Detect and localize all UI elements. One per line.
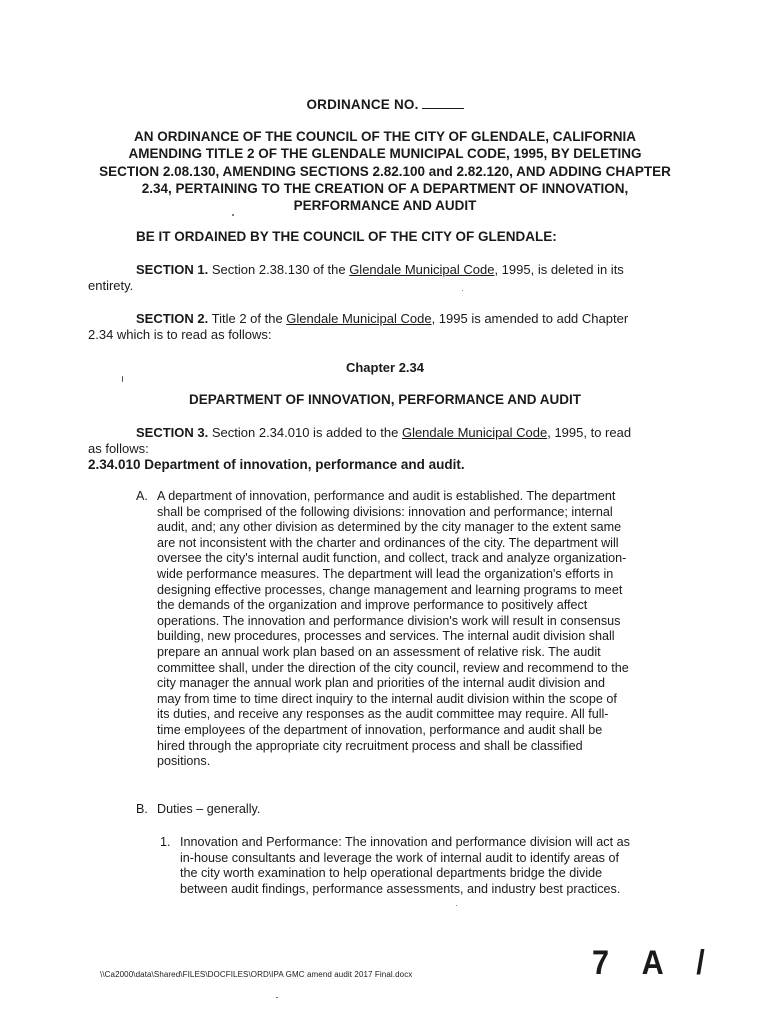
heading-line: SECTION 2.08.130, AMENDING SECTIONS 2.82.100 and 2.82.120, AND ADDING CHAPTER xyxy=(99,163,671,179)
heading-line: PERFORMANCE AND AUDIT xyxy=(293,198,477,214)
scan-speck xyxy=(456,905,457,906)
ordained-clause: BE IT ORDAINED BY THE COUNCIL OF THE CITY OF GLENDALE: xyxy=(136,229,557,244)
heading-line: 2.34, PERTAINING TO THE CREATION OF A DEPARTMENT OF INNOVATION, xyxy=(141,180,629,196)
heading-line: AN ORDINANCE OF THE COUNCIL OF THE CITY OF GLENDALE, CALIFORNIA xyxy=(134,129,636,144)
item-marker: B. xyxy=(136,802,148,816)
section-2-label: SECTION 2. xyxy=(136,311,209,326)
item-b-body: Duties – generally. xyxy=(157,802,261,816)
subsection-title: 2.34.010 Department of innovation, performance and audit. xyxy=(88,457,465,472)
footer-file-path: \\Ca2000\data\Shared\FILES\DOCFILES\ORD\IPA GMC amend audit 2017 Final.docx xyxy=(100,970,413,979)
heading-line: AMENDING TITLE 2 OF THE GLENDALE MUNICIPAL CODE, 1995, BY DELETING xyxy=(128,146,642,162)
department-heading: DEPARTMENT OF INNOVATION, PERFORMANCE AND AUDIT xyxy=(189,392,581,407)
scan-speck xyxy=(232,214,234,216)
scan-speck xyxy=(122,376,123,382)
item-marker: A. xyxy=(136,489,148,503)
ordinance-title: ORDINANCE NO. xyxy=(0,96,770,112)
section-2: SECTION 2. Title 2 of the Glendale Municipal Code, 1995 is amended to add Chapter 2.34 which is to read as follows: xyxy=(88,311,629,342)
section-3: SECTION 3. Section 2.34.010 is added to the Glendale Municipal Code, 1995, to read as follows: xyxy=(88,425,632,456)
scan-speck xyxy=(276,997,278,998)
chapter-heading: Chapter 2.34 xyxy=(345,360,425,375)
code-name: Glendale Municipal Code xyxy=(349,262,495,277)
item-a-body: A department of innovation, performance and audit is established. The department shall be comprised of the following divisions: innovation and performance; internal audit, and; any other division as determined by the city manager to the extent same are not inconsistent with the charter and ordinances of the city. The department will oversee the city's internal audit function, and collect, track and analyze organization- wide performance measures. The department will lead the organization's efforts in designing effective processes, change management and learning programs to meet the demands of the organization and improve performance to positively affect operations. The innovation and performance division's work will result in consensus building, new procedures, processes and services. The internal audit division shall prepare an annual work plan based on an assessment of relative risk. The audit committee shall, under the direction of the city council, review and recommend to the city manager the annual work plan and priorities of the internal audit division and may from time to time direct inquiry to the internal audit division within the scope of its duties, and receive any responses as the audit committee may require. All full- time employees of the department of innovation, performance and audit shall be hired through the appropriate city recruitment process and shall be classified positions. xyxy=(157,489,629,769)
ordinance-number-blank xyxy=(422,96,464,109)
ordinance-heading xyxy=(80,128,690,214)
code-name: Glendale Municipal Code xyxy=(286,311,432,326)
item-marker: 1. xyxy=(160,835,171,849)
code-name: Glendale Municipal Code xyxy=(401,425,548,440)
section-1-label: SECTION 1. xyxy=(136,262,209,277)
page-number-mark: 7 A / xyxy=(592,944,718,982)
item-b1-body: Innovation and Performance: The innovation and performance division will act as in-house consultants and leverage the work of internal audit to identify areas of the city worth examination to help operational departments bridge the divide between audit findings, performance assessments, and industry best practices. xyxy=(180,835,630,896)
section-3-label: SECTION 3. xyxy=(136,425,209,440)
scan-speck xyxy=(462,290,463,291)
section-1: SECTION 1. Section 2.38.130 of the Glendale Municipal Code, 1995, is deleted in its entirety. xyxy=(88,262,624,293)
